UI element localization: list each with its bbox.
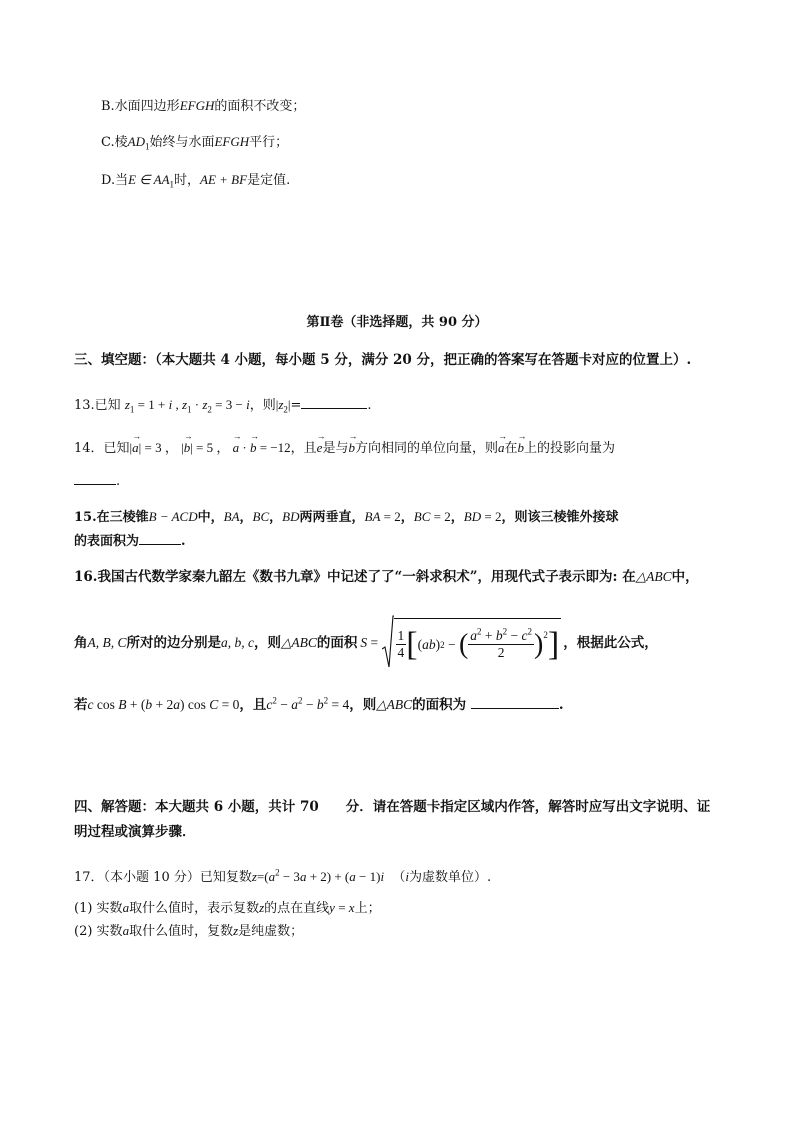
question-17: 17．（本小题 10 分）已知复数$z=(a^2 - 3a + 2) + (a - 1)i$ （i为虚数单位）.: [74, 867, 492, 885]
answer-blank[interactable]: [139, 532, 181, 545]
question-14-answer-line: .: [74, 472, 120, 492]
question-14: 14．已知|→ a| = 3 ， |→ b| = 5 ， → a · → b = −12，且→ e是与→ b方向相同的单位向量，则→ a在→ b上的投影向量为: [74, 437, 615, 460]
section4-heading-line1: 四、解答题：本大题共 6 小题，共计 70 分．请在答题卡指定区域内作答，解答时应写出文字说明、证: [74, 799, 711, 815]
option-b: B.水面四边形EFGH的面积不改变；: [101, 98, 306, 114]
section3-heading: 三、填空题：（本大题共 4 小题，每小题 5 分，满分 20 分，把正确的答案写在答题卡对应的位置上）.: [74, 352, 692, 368]
question-15: 15.在三棱锥B − ACD中，BA，BC，BD两两垂直，BA = 2，BC = 2，BD = 2，则该三棱锥外接球: [74, 509, 619, 525]
answer-blank[interactable]: [301, 396, 367, 409]
question-16-line3: 若c cos B + (b + 2a) cos C = 0，且$c^2 - a^2 - b^2 = 4$，则△ABC的面积为 .: [74, 695, 564, 713]
sqrt-sign-icon: [382, 615, 394, 671]
question-16-line1: 16.我国古代数学家秦九韶左《数书九章》中记述了了“一斜求积术”，用现代式子表示即为: 在△ABC中，: [74, 569, 699, 585]
area-formula: S = $\frac{1}{4}$ [ ( ab ) 2 − ( $\frac{a^2 + b^2 - c^2}{2}$ ) $^2$ ]: [360, 615, 561, 671]
answer-blank[interactable]: [471, 696, 559, 709]
part2-title: 第Ⅱ卷（非选择题，共 90 分）: [306, 315, 488, 330]
question-13: 13.已知 $z_1 = 1 + i$ , $z_1 \cdot z_2 = 3 - i$，则$|z_2|=$ .: [74, 397, 372, 415]
question-17-part2: (2) 实数a取什么值时，复数z是纯虚数；: [74, 923, 304, 939]
question-15-line2: 的表面积为 .: [74, 534, 186, 549]
question-17-part1: (1) 实数a取什么值时，表示复数z的点在直线y = x上；: [74, 900, 381, 916]
question-16-line2: 角 A, B, C 所对的边分别是 a, b, c ，则 △ABC 的面积 S = $\frac{1}{4}$ [ ( ab ) 2 − ( $\frac{a^2 + b^2 - c^2}{2}$ ) $^2$ ] ，根据此公式，: [74, 615, 658, 671]
answer-blank[interactable]: [74, 472, 116, 485]
option-d: D.当E ∈ $AA_1$时，AE + BF是定值.: [101, 172, 291, 190]
option-c: C.棱$AD_1$始终与水面EFGH平行；: [101, 134, 289, 152]
section4-heading-line2: 明过程或演算步骤．: [74, 824, 196, 840]
